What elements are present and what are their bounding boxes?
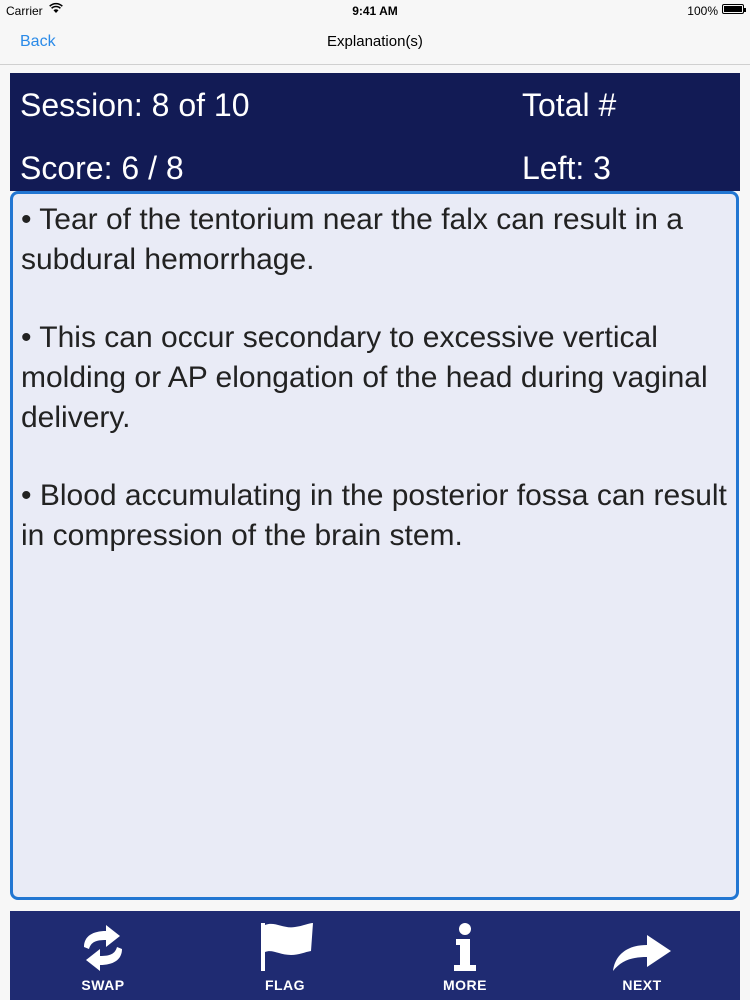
left-counter: Left: 3 — [522, 150, 611, 186]
bottom-toolbar — [10, 911, 740, 1000]
explanation-point: • This can occur secondary to excessive vertical molding or AP elongation of the head during vaginal delivery. — [21, 321, 708, 434]
more-label: MORE — [443, 977, 487, 993]
next-arrow-icon — [611, 931, 673, 973]
back-button[interactable]: Back — [20, 33, 56, 50]
battery-percent: 100% — [687, 4, 718, 18]
explanation-point: • Blood accumulating in the posterior fossa can result in compression of the brain stem. — [21, 479, 727, 552]
total-label: Total # — [522, 87, 617, 123]
swap-button[interactable] — [43, 911, 163, 1000]
score-panel — [10, 73, 740, 191]
clock: 9:41 AM — [352, 4, 398, 18]
swap-label: SWAP — [81, 977, 125, 993]
battery-icon — [722, 4, 744, 14]
info-icon — [450, 923, 480, 973]
score-counter: Score: 6 / 8 — [20, 150, 184, 186]
explanation-point: • Tear of the tentorium near the falx can result in a subdural hemorrhage. — [21, 203, 683, 276]
flag-label: FLAG — [264, 977, 306, 993]
navigation-bar — [0, 22, 750, 65]
page-title: Explanation(s) — [327, 33, 423, 50]
status-bar — [0, 0, 750, 22]
explanation-panel[interactable] — [10, 191, 739, 900]
session-counter: Session: 8 of 10 — [20, 87, 250, 123]
next-label: NEXT — [622, 977, 662, 993]
flag-button[interactable] — [225, 911, 345, 1000]
carrier-label: Carrier — [6, 4, 43, 18]
next-button[interactable] — [582, 911, 702, 1000]
more-button[interactable] — [405, 911, 525, 1000]
flag-icon — [255, 921, 315, 973]
swap-icon — [76, 925, 130, 971]
